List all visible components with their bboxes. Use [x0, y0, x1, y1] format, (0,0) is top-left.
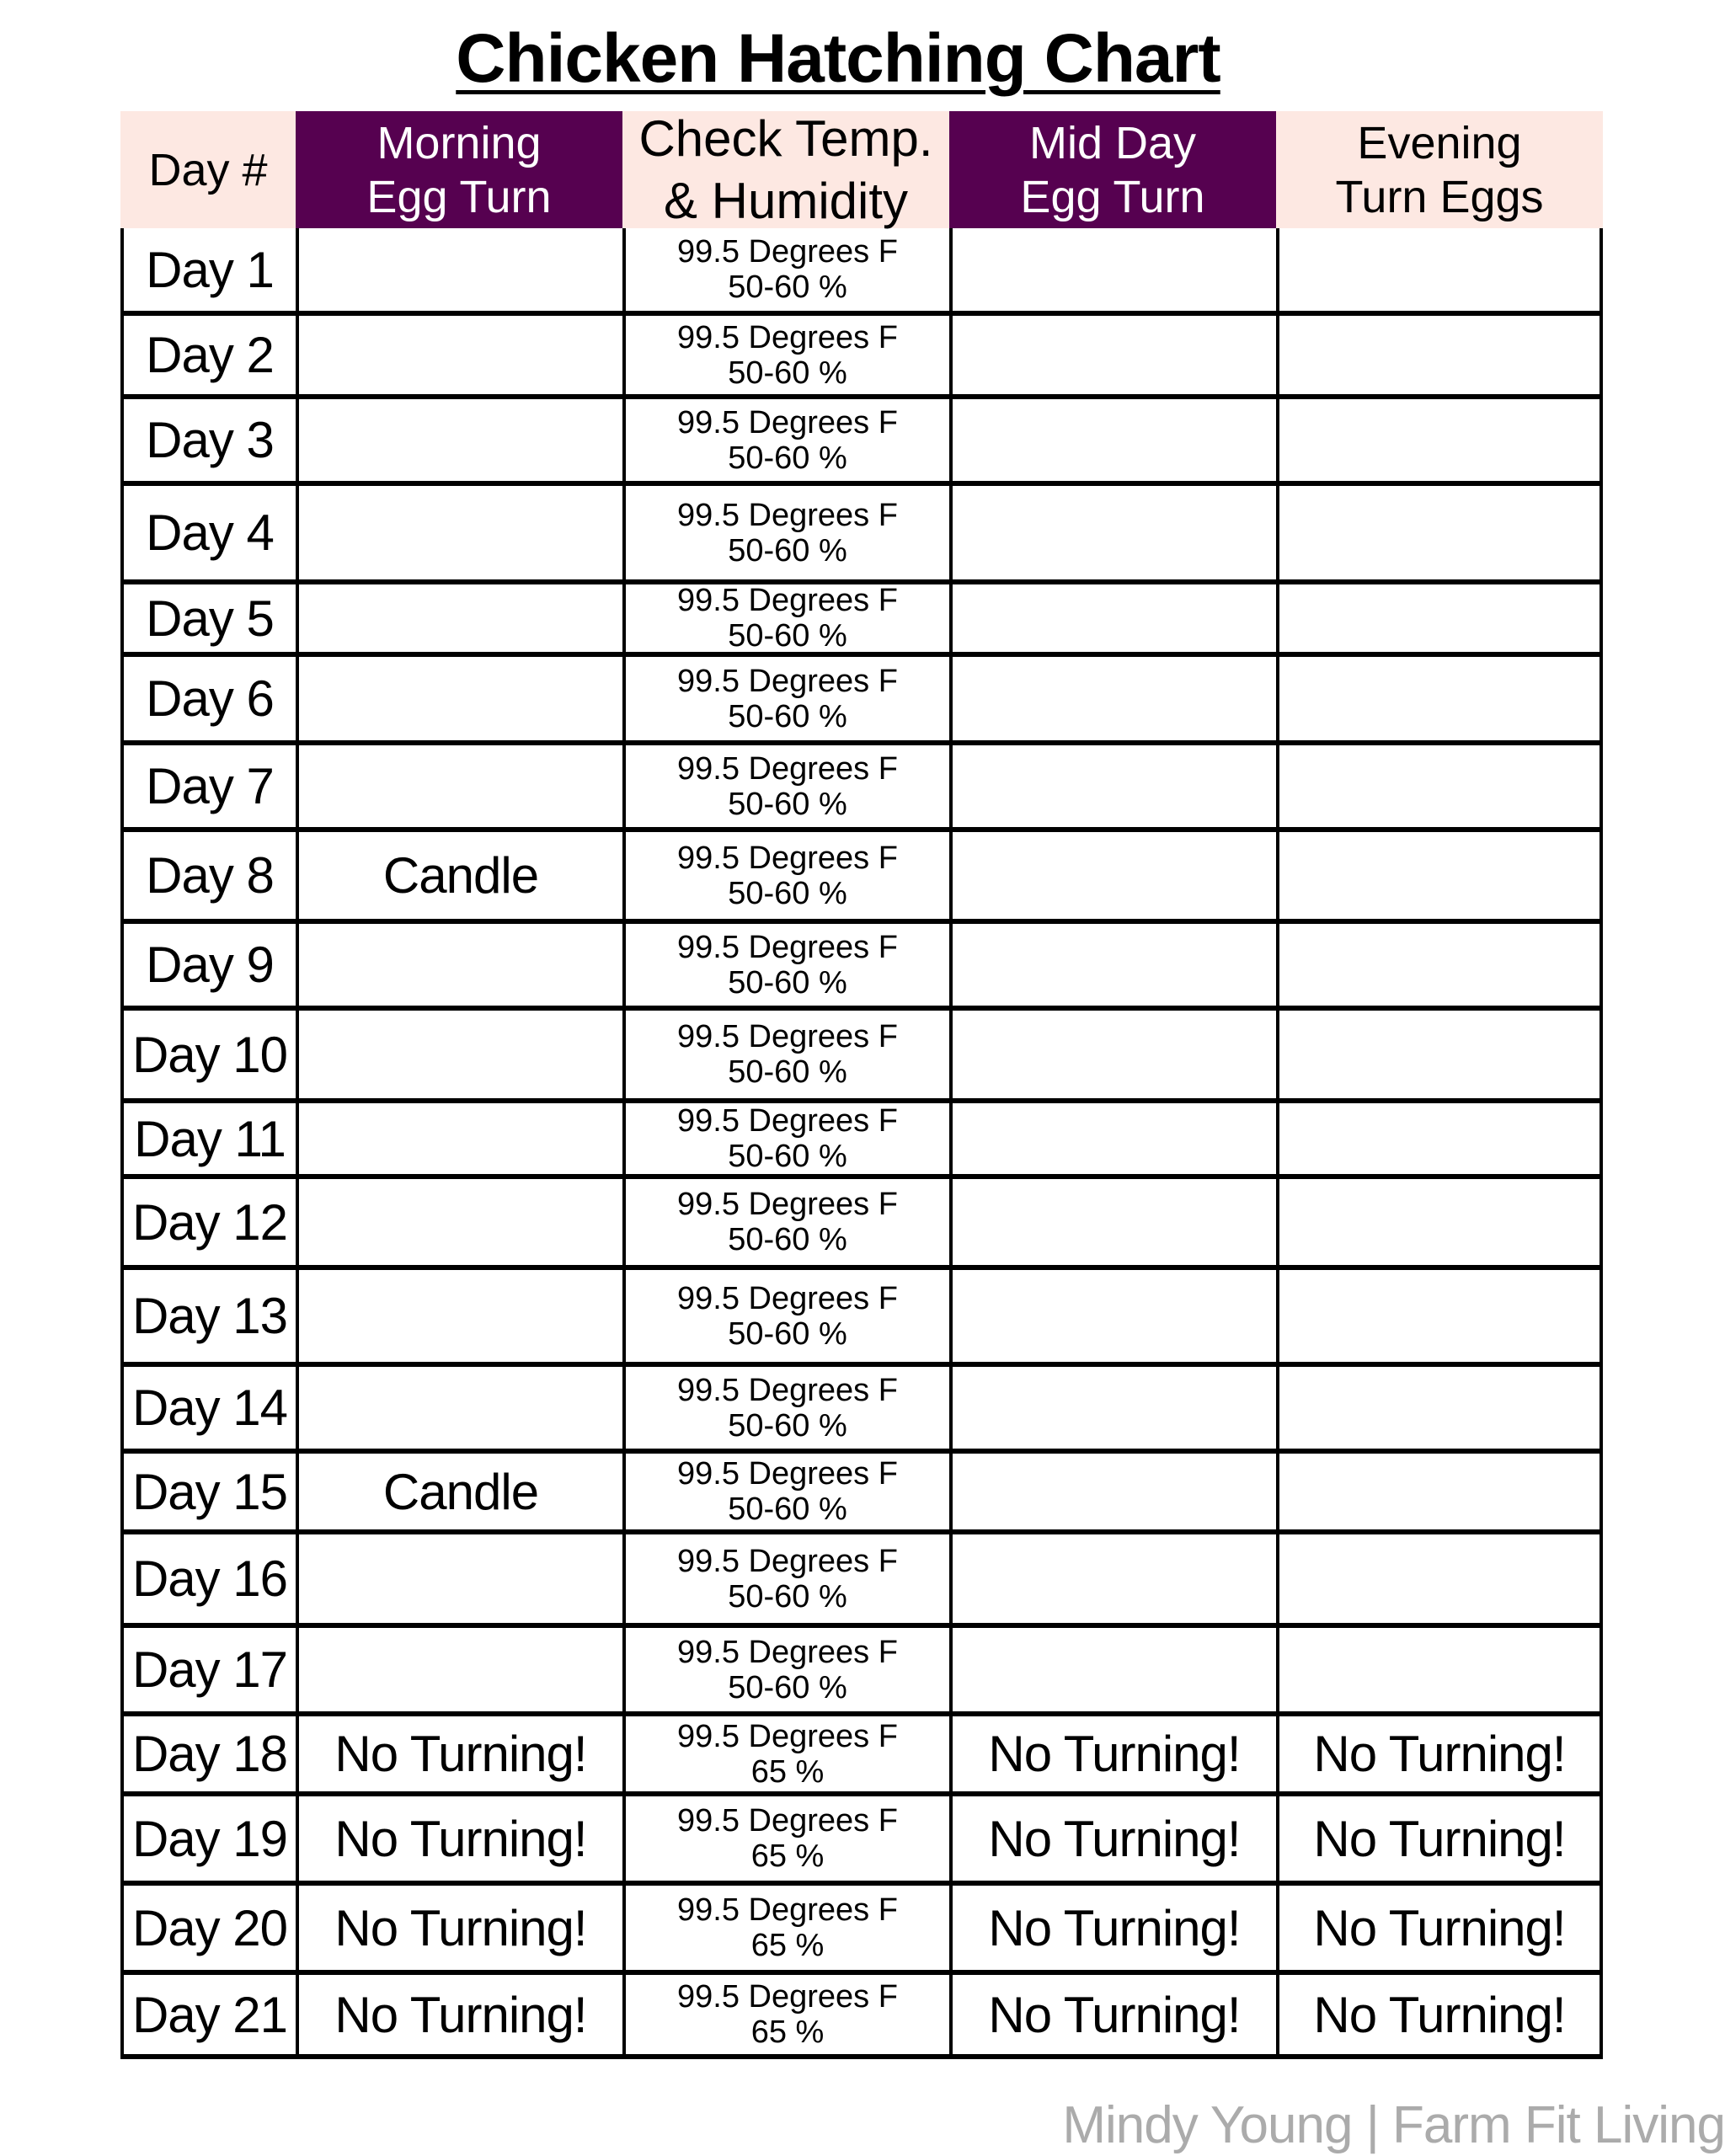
temperature-value: 99.5 Degrees F: [677, 1718, 898, 1754]
cell-morning[interactable]: [296, 584, 622, 652]
cell-morning[interactable]: [296, 1454, 622, 1529]
humidity-value: 50-60 %: [728, 786, 847, 822]
cell-day: [120, 1011, 296, 1098]
cell-temp: [622, 1628, 949, 1711]
table-row: [120, 584, 1603, 657]
temperature-value: 99.5 Degrees F: [677, 497, 898, 533]
cell-midday[interactable]: [949, 1628, 1276, 1711]
cell-temp: [622, 832, 949, 919]
temperature-value: 99.5 Degrees F: [677, 1280, 898, 1316]
humidity-value: 50-60 %: [728, 355, 847, 391]
cell-midday[interactable]: [949, 1975, 1276, 2054]
temperature-value: 99.5 Degrees F: [677, 1543, 898, 1579]
cell-day: [120, 1103, 296, 1174]
cell-day: [120, 1454, 296, 1529]
cell-midday[interactable]: [949, 1454, 1276, 1529]
cell-morning[interactable]: [296, 1628, 622, 1711]
day-label: Day 8: [146, 847, 274, 904]
header-morning: [296, 111, 622, 228]
cell-evening[interactable]: [1276, 924, 1603, 1006]
cell-morning[interactable]: [296, 1103, 622, 1174]
header-label: Egg Turn: [366, 171, 552, 222]
header-label: & Humidity: [663, 172, 909, 229]
cell-day: [120, 832, 296, 919]
cell-temp: [622, 1179, 949, 1265]
table-row: [120, 1103, 1603, 1179]
humidity-value: 50-60 %: [728, 1054, 847, 1090]
cell-day: [120, 745, 296, 827]
cell-evening[interactable]: [1276, 1796, 1603, 1881]
cell-midday[interactable]: [949, 924, 1276, 1006]
cell-temp: [622, 745, 949, 827]
temperature-value: 99.5 Degrees F: [677, 1803, 898, 1838]
humidity-value: 50-60 %: [728, 440, 847, 476]
temperature-value: 99.5 Degrees F: [677, 750, 898, 787]
table-row: [120, 1270, 1603, 1367]
humidity-value: 65 %: [750, 1928, 825, 1963]
table-row: [120, 1534, 1603, 1628]
cell-text: No Turning!: [1313, 1810, 1566, 1867]
cell-midday[interactable]: [949, 584, 1276, 652]
day-label: Day 2: [146, 327, 274, 383]
cell-text: No Turning!: [1313, 1986, 1566, 2043]
table-row: [120, 1011, 1603, 1103]
day-label: Day 1: [146, 241, 274, 298]
humidity-value: 50-60 %: [728, 618, 847, 654]
cell-evening[interactable]: [1276, 1011, 1603, 1098]
humidity-value: 50-60 %: [728, 875, 847, 911]
cell-day: [120, 1796, 296, 1881]
cell-temp: [622, 1886, 949, 1970]
temperature-value: 99.5 Degrees F: [677, 234, 898, 270]
cell-day: [120, 1270, 296, 1362]
day-label: Day 16: [131, 1550, 288, 1607]
day-label: Day 6: [146, 670, 274, 727]
day-label: Day 18: [131, 1726, 288, 1782]
day-label: Day 15: [131, 1463, 288, 1520]
cell-morning[interactable]: [296, 1716, 622, 1791]
temperature-value: 99.5 Degrees F: [677, 840, 898, 876]
temperature-value: 99.5 Degrees F: [677, 1187, 898, 1222]
temperature-value: 99.5 Degrees F: [677, 1634, 898, 1670]
header-label: Day #: [148, 144, 268, 195]
cell-temp: [622, 316, 949, 394]
table-row: [120, 924, 1603, 1011]
cell-midday[interactable]: [949, 1716, 1276, 1791]
humidity-value: 50-60 %: [728, 698, 847, 734]
header-label: Mid Day: [1028, 117, 1197, 168]
cell-evening[interactable]: [1276, 399, 1603, 481]
cell-morning[interactable]: [296, 1886, 622, 1970]
humidity-value: 50-60 %: [728, 1139, 847, 1174]
temperature-value: 99.5 Degrees F: [677, 583, 898, 618]
temperature-value: 99.5 Degrees F: [677, 1892, 898, 1928]
cell-temp: [622, 486, 949, 579]
cell-morning[interactable]: [296, 657, 622, 740]
temperature-value: 99.5 Degrees F: [677, 929, 898, 965]
cell-day: [120, 228, 296, 311]
cell-day: [120, 584, 296, 652]
cell-text: No Turning!: [988, 1986, 1241, 2043]
header-evening: [1276, 111, 1603, 228]
table-row: [120, 399, 1603, 486]
day-label: Day 11: [134, 1110, 286, 1167]
day-label: Day 9: [146, 937, 274, 993]
cell-day: [120, 1367, 296, 1449]
humidity-value: 65 %: [750, 2015, 825, 2050]
cell-text: No Turning!: [334, 1726, 587, 1782]
cell-day: [120, 1534, 296, 1623]
cell-day: [120, 1716, 296, 1791]
cell-evening[interactable]: [1276, 1534, 1603, 1623]
cell-temp: [622, 1716, 949, 1791]
page-title: [0, 17, 1676, 101]
table-row: [120, 1796, 1603, 1886]
day-label: Day 17: [131, 1641, 288, 1698]
cell-morning[interactable]: [296, 1534, 622, 1623]
table-row: [120, 1886, 1603, 1975]
cell-text: No Turning!: [1313, 1899, 1566, 1956]
cell-midday[interactable]: [949, 1270, 1276, 1362]
cell-midday[interactable]: [949, 228, 1276, 311]
cell-morning[interactable]: [296, 1796, 622, 1881]
cell-temp: [622, 1975, 949, 2054]
temperature-value: 99.5 Degrees F: [677, 319, 898, 355]
day-label: Day 7: [146, 758, 274, 814]
cell-evening[interactable]: [1276, 228, 1603, 311]
cell-temp: [622, 1454, 949, 1529]
cell-midday[interactable]: [949, 399, 1276, 481]
cell-day: [120, 657, 296, 740]
cell-morning[interactable]: [296, 1179, 622, 1265]
cell-temp: [622, 924, 949, 1006]
table-row: [120, 1367, 1603, 1454]
cell-temp: [622, 228, 949, 311]
cell-morning[interactable]: [296, 745, 622, 827]
cell-text: No Turning!: [988, 1810, 1241, 1867]
header-day: [120, 111, 296, 228]
cell-morning[interactable]: [296, 316, 622, 394]
humidity-value: 50-60 %: [728, 1492, 847, 1527]
day-label: Day 13: [131, 1288, 288, 1344]
day-label: Day 10: [131, 1026, 288, 1083]
cell-evening[interactable]: [1276, 1103, 1603, 1174]
cell-morning[interactable]: [296, 1011, 622, 1098]
cell-temp: [622, 1796, 949, 1881]
day-label: Day 4: [146, 504, 274, 561]
cell-evening[interactable]: [1276, 1628, 1603, 1711]
cell-text: No Turning!: [988, 1726, 1241, 1782]
cell-temp: [622, 657, 949, 740]
table-row: [120, 1179, 1603, 1270]
cell-morning[interactable]: [296, 832, 622, 919]
cell-morning[interactable]: [296, 399, 622, 481]
cell-midday[interactable]: [949, 1179, 1276, 1265]
cell-text: No Turning!: [988, 1899, 1241, 1956]
cell-text: Candle: [382, 1463, 539, 1520]
cell-text: No Turning!: [1313, 1726, 1566, 1782]
cell-midday[interactable]: [949, 1367, 1276, 1449]
cell-morning[interactable]: [296, 1367, 622, 1449]
cell-evening[interactable]: [1276, 1454, 1603, 1529]
cell-text: No Turning!: [334, 1899, 587, 1956]
day-label: Day 20: [131, 1899, 288, 1956]
humidity-value: 65 %: [750, 1838, 825, 1874]
header-temp: [622, 111, 949, 228]
table-row: [120, 832, 1603, 924]
header-label: Evening: [1357, 117, 1522, 168]
cell-midday[interactable]: [949, 832, 1276, 919]
cell-day: [120, 1179, 296, 1265]
humidity-value: 50-60 %: [728, 532, 847, 568]
humidity-value: 50-60 %: [728, 270, 847, 305]
cell-temp: [622, 1011, 949, 1098]
cell-day: [120, 1886, 296, 1970]
humidity-value: 65 %: [750, 1753, 825, 1790]
header-label: Check Temp.: [638, 109, 933, 167]
cell-day: [120, 924, 296, 1006]
cell-evening[interactable]: [1276, 1367, 1603, 1449]
cell-day: [120, 1628, 296, 1711]
cell-evening[interactable]: [1276, 1179, 1603, 1265]
cell-midday[interactable]: [949, 745, 1276, 827]
cell-morning[interactable]: [296, 1270, 622, 1362]
day-label: Day 14: [131, 1380, 288, 1436]
cell-temp: [622, 1367, 949, 1449]
cell-evening[interactable]: [1276, 316, 1603, 394]
cell-text: No Turning!: [334, 1986, 587, 2043]
cell-evening[interactable]: [1276, 1716, 1603, 1791]
cell-temp: [622, 1103, 949, 1174]
cell-midday[interactable]: [949, 657, 1276, 740]
cell-morning[interactable]: [296, 228, 622, 311]
table-row: [120, 1975, 1603, 2059]
temperature-value: 99.5 Degrees F: [677, 1103, 898, 1139]
cell-midday[interactable]: [949, 1886, 1276, 1970]
day-label: Day 12: [131, 1193, 288, 1251]
cell-midday[interactable]: [949, 1103, 1276, 1174]
table-row: [120, 486, 1603, 584]
humidity-value: 50-60 %: [728, 1407, 847, 1444]
temperature-value: 99.5 Degrees F: [677, 1372, 898, 1408]
header-midday: [949, 111, 1276, 228]
humidity-value: 50-60 %: [728, 1315, 847, 1352]
temperature-value: 99.5 Degrees F: [677, 663, 898, 699]
humidity-value: 50-60 %: [728, 1222, 847, 1257]
humidity-value: 50-60 %: [728, 1578, 847, 1614]
cell-day: [120, 1975, 296, 2054]
cell-midday[interactable]: [949, 1534, 1276, 1623]
temperature-value: 99.5 Degrees F: [677, 1456, 898, 1492]
cell-morning[interactable]: [296, 924, 622, 1006]
cell-day: [120, 486, 296, 579]
title-text: Chicken Hatching Chart: [456, 20, 1220, 97]
humidity-value: 50-60 %: [728, 964, 847, 1001]
table-row: [120, 316, 1603, 399]
cell-temp: [622, 584, 949, 652]
table-row: [120, 1454, 1603, 1534]
temperature-value: 99.5 Degrees F: [677, 1019, 898, 1054]
table-row: [120, 745, 1603, 832]
cell-temp: [622, 1534, 949, 1623]
cell-evening[interactable]: [1276, 584, 1603, 652]
cell-evening[interactable]: [1276, 657, 1603, 740]
header-label: Morning: [377, 117, 542, 168]
table-row: [120, 657, 1603, 745]
humidity-value: 50-60 %: [728, 1669, 847, 1705]
cell-day: [120, 399, 296, 481]
header-label: Turn Eggs: [1335, 171, 1544, 222]
cell-midday[interactable]: [949, 316, 1276, 394]
cell-evening[interactable]: [1276, 1886, 1603, 1970]
cell-morning[interactable]: [296, 1975, 622, 2054]
table-row: [120, 1716, 1603, 1796]
temperature-value: 99.5 Degrees F: [677, 404, 898, 440]
cell-evening[interactable]: [1276, 486, 1603, 579]
temperature-value: 99.5 Degrees F: [677, 1979, 898, 2015]
cell-temp: [622, 1270, 949, 1362]
cell-morning[interactable]: [296, 486, 622, 579]
cell-midday[interactable]: [949, 1796, 1276, 1881]
footer-credit: Mindy Young | Farm Fit Living: [1062, 2096, 1725, 2154]
cell-midday[interactable]: [949, 486, 1276, 579]
cell-evening[interactable]: [1276, 745, 1603, 827]
cell-day: [120, 316, 296, 394]
cell-evening[interactable]: [1276, 1975, 1603, 2054]
day-label: Day 3: [146, 412, 274, 468]
cell-text: No Turning!: [334, 1810, 587, 1867]
cell-text: Candle: [382, 847, 539, 904]
table-row: [120, 1628, 1603, 1716]
day-label: Day 5: [146, 590, 274, 647]
cell-evening[interactable]: [1276, 1270, 1603, 1362]
day-label: Day 21: [131, 1986, 288, 2043]
day-label: Day 19: [131, 1810, 288, 1867]
cell-evening[interactable]: [1276, 832, 1603, 919]
cell-midday[interactable]: [949, 1011, 1276, 1098]
table-row: [120, 228, 1603, 316]
header-label: Egg Turn: [1020, 171, 1205, 222]
cell-temp: [622, 399, 949, 481]
